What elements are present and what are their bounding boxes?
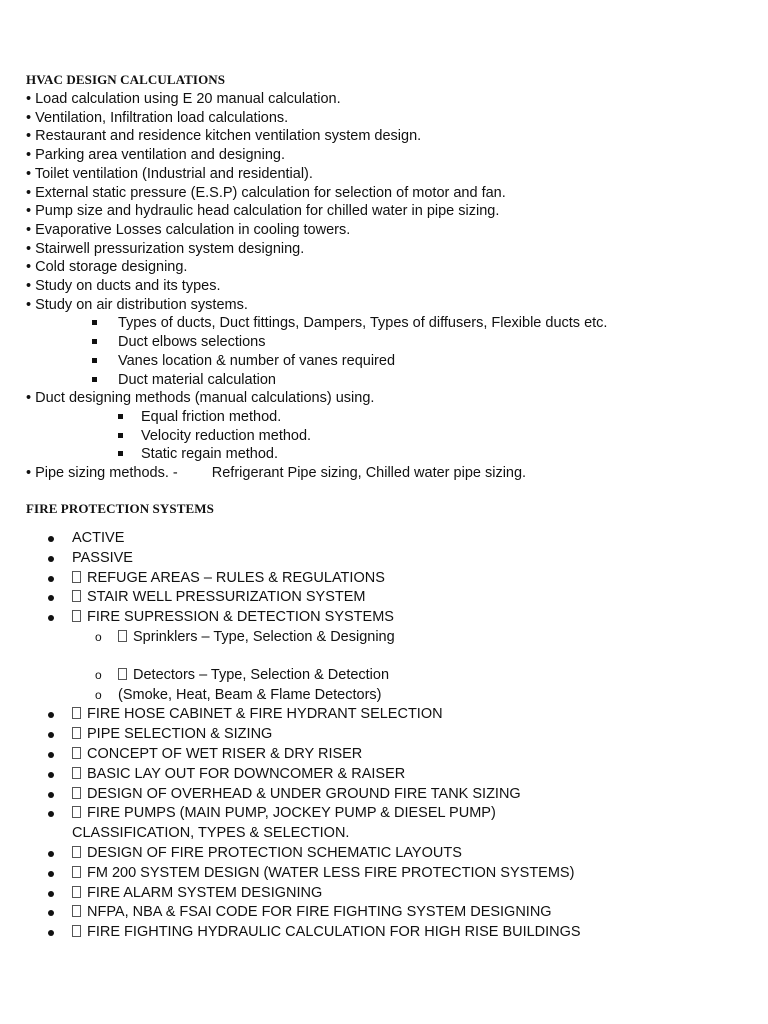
missing-glyph-icon: [72, 787, 81, 799]
square-bullet-icon: [118, 414, 123, 419]
bullet-icon: [48, 891, 54, 897]
subitem-text: Vanes location & number of vanes required: [118, 352, 396, 369]
subitem-text: (Smoke, Heat, Beam & Flame Detectors): [118, 686, 382, 703]
fire-item-text: CONCEPT OF WET RISER & DRY RISER: [87, 745, 363, 762]
missing-glyph-icon: [118, 630, 127, 642]
hvac-item: • Stairwell pressurization system designing.: [26, 240, 305, 257]
fire-item: [0, 608, 768, 628]
bullet-icon: [48, 595, 54, 601]
missing-glyph-icon: [72, 846, 81, 858]
fire-item: [0, 903, 768, 923]
bullet-icon: [48, 772, 54, 778]
fire-item: [0, 588, 768, 608]
bullet-icon: [48, 615, 54, 621]
missing-glyph-icon: [72, 590, 81, 602]
hvac-item: • Duct designing methods (manual calculations) using.: [26, 390, 375, 407]
duct-method-subitem: [26, 408, 746, 427]
fire-item: [0, 705, 768, 725]
bullet-icon: [48, 712, 54, 718]
fire-item-text: STAIR WELL PRESSURIZATION SYSTEM: [87, 589, 366, 606]
hvac-item: • Parking area ventilation and designing.: [26, 147, 285, 164]
square-bullet-icon: [118, 451, 123, 456]
hvac-section-heading: HVAC DESIGN CALCULATIONS: [26, 72, 226, 87]
missing-glyph-icon: [118, 668, 127, 680]
missing-glyph-icon: [72, 925, 81, 937]
square-bullet-icon: [92, 377, 97, 382]
hvac-item: • Evaporative Losses calculation in cooling towers.: [26, 221, 351, 238]
fire-item: [0, 745, 768, 765]
circle-bullet-icon: o: [95, 687, 102, 702]
bullet-icon: [48, 930, 54, 936]
fire-item-text: FIRE ALARM SYSTEM DESIGNING: [87, 884, 323, 901]
subitem-text: Detectors – Type, Selection & Detection: [133, 666, 390, 683]
circle-bullet-icon: o: [95, 667, 102, 682]
fire-item-text: FIRE PUMPS (MAIN PUMP, JOCKEY PUMP & DIESEL PUMP) CLASSIFICATION, TYPES & SELECTION.: [72, 805, 496, 842]
bullet-icon: [48, 792, 54, 798]
supression-subitem: [0, 628, 768, 648]
supression-subitem: [0, 686, 768, 706]
missing-glyph-icon: [72, 767, 81, 779]
fire-item: [0, 864, 768, 884]
fire-list: [0, 529, 768, 943]
hvac-item: • Load calculation using E 20 manual calculation.: [26, 91, 341, 107]
pipe-sizing-value: Refrigerant Pipe sizing, Chilled water pipe sizing.: [211, 465, 527, 482]
supression-subitem: [0, 666, 768, 686]
hvac-item-pipe-sizing: [26, 464, 746, 483]
fire-item-text: NFPA, NBA & FSAI CODE FOR FIRE FIGHTING SYSTEM DESIGNING: [87, 904, 552, 921]
fire-item-text: ACTIVE: [72, 530, 125, 546]
missing-glyph-icon: [72, 727, 81, 739]
subitem-text: Duct elbows selections: [118, 334, 266, 351]
hvac-item: • Toilet ventilation (Industrial and residential).: [26, 165, 313, 182]
hvac-item: • Pump size and hydraulic head calculation for chilled water in pipe sizing.: [26, 203, 500, 220]
fire-item-text: BASIC LAY OUT FOR DOWNCOMER & RAISER: [87, 765, 406, 782]
fire-item-text: REFUGE AREAS – RULES & REGULATIONS: [87, 569, 385, 586]
subitem-text: Sprinklers – Type, Selection & Designing: [133, 628, 395, 645]
fire-item: [0, 804, 592, 844]
missing-glyph-icon: [72, 806, 81, 818]
square-bullet-icon: [118, 433, 123, 438]
hvac-item: • Cold storage designing.: [26, 259, 188, 276]
missing-glyph-icon: [72, 571, 81, 583]
fire-item: [0, 529, 768, 549]
bullet-icon: [48, 556, 54, 562]
subitem-text: Velocity reduction method.: [141, 427, 312, 444]
fire-item: [0, 549, 768, 569]
fire-item-text: FIRE HOSE CABINET & FIRE HYDRANT SELECTION: [87, 706, 443, 723]
bullet-icon: [48, 732, 54, 738]
hvac-item: • Study on ducts and its types.: [26, 278, 221, 295]
fire-item: [0, 569, 768, 589]
bullet-icon: [48, 871, 54, 877]
fire-item: [0, 844, 768, 864]
hvac-item: • External static pressure (E.S.P) calculation for selection of motor and fan.: [26, 184, 506, 201]
hvac-list: [26, 90, 746, 483]
hvac-item: • Restaurant and residence kitchen ventilation system design.: [26, 128, 422, 145]
hvac-item: • Study on air distribution systems.: [26, 296, 248, 313]
fire-item: [0, 765, 768, 785]
bullet-icon: [48, 576, 54, 582]
air-distribution-subitem: [26, 371, 746, 390]
fire-item-text: PASSIVE: [72, 549, 133, 566]
fire-item: [0, 923, 768, 943]
missing-glyph-icon: [72, 610, 81, 622]
fire-item-text: FIRE FIGHTING HYDRAULIC CALCULATION FOR HIGH RISE BUILDINGS: [87, 924, 581, 941]
fire-item-text: FIRE SUPRESSION & DETECTION SYSTEMS: [87, 609, 394, 626]
missing-glyph-icon: [72, 747, 81, 759]
square-bullet-icon: [92, 339, 97, 344]
bullet-icon: [48, 752, 54, 758]
fire-item: [0, 725, 768, 745]
duct-method-subitem: [26, 427, 746, 446]
hvac-item: • Ventilation, Infiltration load calculations.: [26, 109, 289, 126]
air-distribution-subitem: [26, 314, 746, 333]
air-distribution-subitem: [26, 333, 746, 352]
fire-item: [0, 884, 768, 904]
fire-item-text: FM 200 SYSTEM DESIGN (WATER LESS FIRE PROTECTION SYSTEMS): [87, 864, 575, 881]
pipe-sizing-label: • Pipe sizing methods. -: [26, 465, 178, 482]
fire-item-text: DESIGN OF FIRE PROTECTION SCHEMATIC LAYOUTS: [87, 844, 462, 861]
subitem-text: Static regain method.: [141, 446, 279, 463]
bullet-icon: [48, 851, 54, 857]
missing-glyph-icon: [72, 866, 81, 878]
fire-item: [0, 785, 768, 805]
subitem-text: Equal friction method.: [141, 408, 282, 425]
bullet-icon: [48, 811, 54, 817]
missing-glyph-icon: [72, 707, 81, 719]
square-bullet-icon: [92, 358, 97, 363]
missing-glyph-icon: [72, 886, 81, 898]
fire-item-text: DESIGN OF OVERHEAD & UNDER GROUND FIRE TANK SIZING: [87, 785, 521, 802]
bullet-icon: [48, 536, 54, 542]
fire-section-heading: FIRE PROTECTION SYSTEMS: [26, 501, 214, 516]
subitem-text: Duct material calculation: [118, 371, 276, 388]
subitem-text: Types of ducts, Duct fittings, Dampers, Types of diffusers, Flexible ducts etc.: [118, 315, 608, 332]
bullet-icon: [48, 910, 54, 916]
missing-glyph-icon: [72, 905, 81, 917]
air-distribution-subitem: [26, 352, 746, 371]
fire-item-text: PIPE SELECTION & SIZING: [87, 726, 273, 743]
square-bullet-icon: [92, 320, 97, 325]
circle-bullet-icon: o: [95, 629, 102, 644]
duct-method-subitem: [26, 445, 746, 464]
